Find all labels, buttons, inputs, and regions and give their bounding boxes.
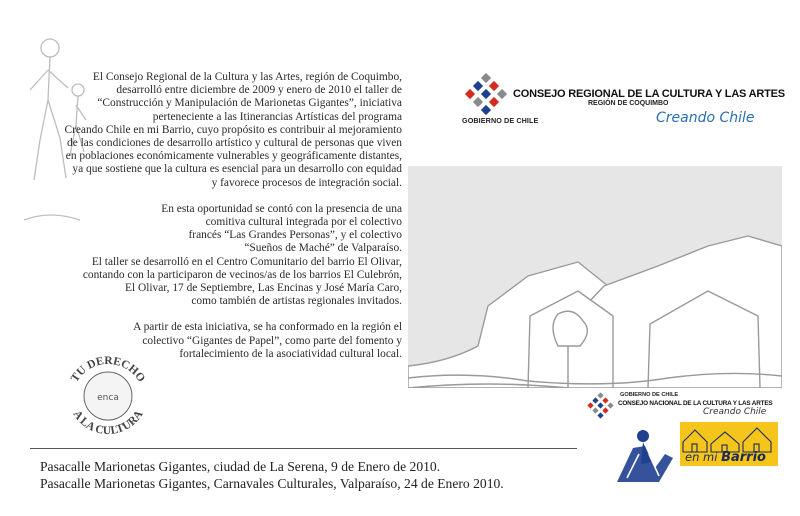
- council-name: CONSEJO REGIONAL DE LA CULTURA Y LAS ARTES: [513, 88, 785, 100]
- intro-line: “Sueños de Maché” de Valparaíso.: [244, 242, 402, 255]
- program-name-small: Creando Chile: [703, 407, 767, 417]
- intro-line: El Olivar, 17 de Septiembre, Las Encinas y José María Caro,: [125, 282, 402, 295]
- intro-line: en poblaciones económicamente vulnerables y geográficamente distantes,: [65, 150, 402, 163]
- intro-line: “Construcción y Manipulación de Marionetas Gigantes”, iniciativa: [97, 97, 402, 110]
- intro-line: y favorece procesos de integración social.: [211, 176, 402, 189]
- intro-line: colectivo “Gigantes de Papel”, como parte del fomento y: [142, 334, 402, 347]
- intro-line: El taller se desarrolló en el Centro Comunitario del barrio El Olivar,: [91, 255, 402, 268]
- consejo-regional-logo: [460, 72, 785, 142]
- gobierno-label-small: GOBIERNO DE CHILE: [620, 392, 679, 398]
- intro-line: como también de artistas regionales invitados.: [191, 295, 402, 308]
- intro-line: A partir de esta iniciativa, se ha conformado en la región el: [133, 321, 402, 334]
- hills-houses-illustration: [408, 166, 782, 388]
- creando-chile-barrio-logo: [585, 392, 785, 492]
- intro-line: contando con la participaron de vecinos/as de los barrios El Culebrón,: [82, 268, 402, 281]
- intro-line: En esta oportunidad se contó con la presencia de una: [161, 202, 402, 215]
- intro-paragraph-1: [40, 71, 402, 190]
- barrio-prefix: en mi: [685, 450, 718, 464]
- intro-line: perteneciente a las Itinerancias Artísticas del programa: [152, 110, 402, 123]
- stamp-top-text: TU DERECHO: [68, 354, 148, 385]
- council-name-small: CONSEJO NACIONAL DE LA CULTURA Y LAS ARTES: [618, 400, 773, 407]
- barrio-word: Barrio: [721, 450, 766, 465]
- region-name: REGIÓN DE COQUIMBO: [588, 100, 669, 107]
- intro-text: [40, 71, 402, 374]
- cubes-emblem-small-icon: [585, 392, 619, 422]
- caption-line-2: Pasacalle Marionetas Gigantes, Carnavales Culturales, Valparaíso, 24 de Enero 2010.: [40, 476, 504, 491]
- barrio-wordmark: [685, 450, 766, 465]
- program-name: Creando Chile: [656, 110, 755, 126]
- intro-line: El Consejo Regional de la Cultura y las Artes, región de Coquimbo,: [92, 71, 402, 83]
- stamp-emblem: [58, 350, 158, 440]
- gobierno-label: GOBIERNO DE CHILE: [462, 116, 539, 125]
- cubes-emblem-icon: [460, 72, 516, 118]
- intro-paragraph-2: [40, 203, 402, 309]
- intro-line: ya que sostiene que la cultura es esencial para un desarrollo con equidad: [72, 163, 402, 176]
- intro-line: de las condiciones de desarrollo artístico y cultural de personas que viven: [67, 137, 402, 150]
- intro-line: francés “Las Grandes Personas”, y el colectivo: [188, 229, 402, 242]
- stamp-bottom-text: A LA CULTURA: [70, 408, 146, 438]
- stamp-center-text: enca: [97, 393, 119, 403]
- photo-captions: [40, 458, 600, 492]
- footer-divider: [30, 448, 577, 449]
- intro-line: comitiva cultural integrada por el colectivo: [205, 216, 402, 229]
- intro-line: Creando Chile en mi Barrio, cuyo propósito es contribuir al mejoramiento: [64, 123, 402, 136]
- caption-line-1: Pasacalle Marionetas Gigantes, ciudad de La Serena, 9 de Enero de 2010.: [40, 459, 441, 474]
- intro-line: desarrolló entre diciembre de 2009 y enero de 2010 el taller de: [116, 84, 402, 97]
- intro-line: fortalecimiento de la asociatividad cultural local.: [179, 347, 402, 360]
